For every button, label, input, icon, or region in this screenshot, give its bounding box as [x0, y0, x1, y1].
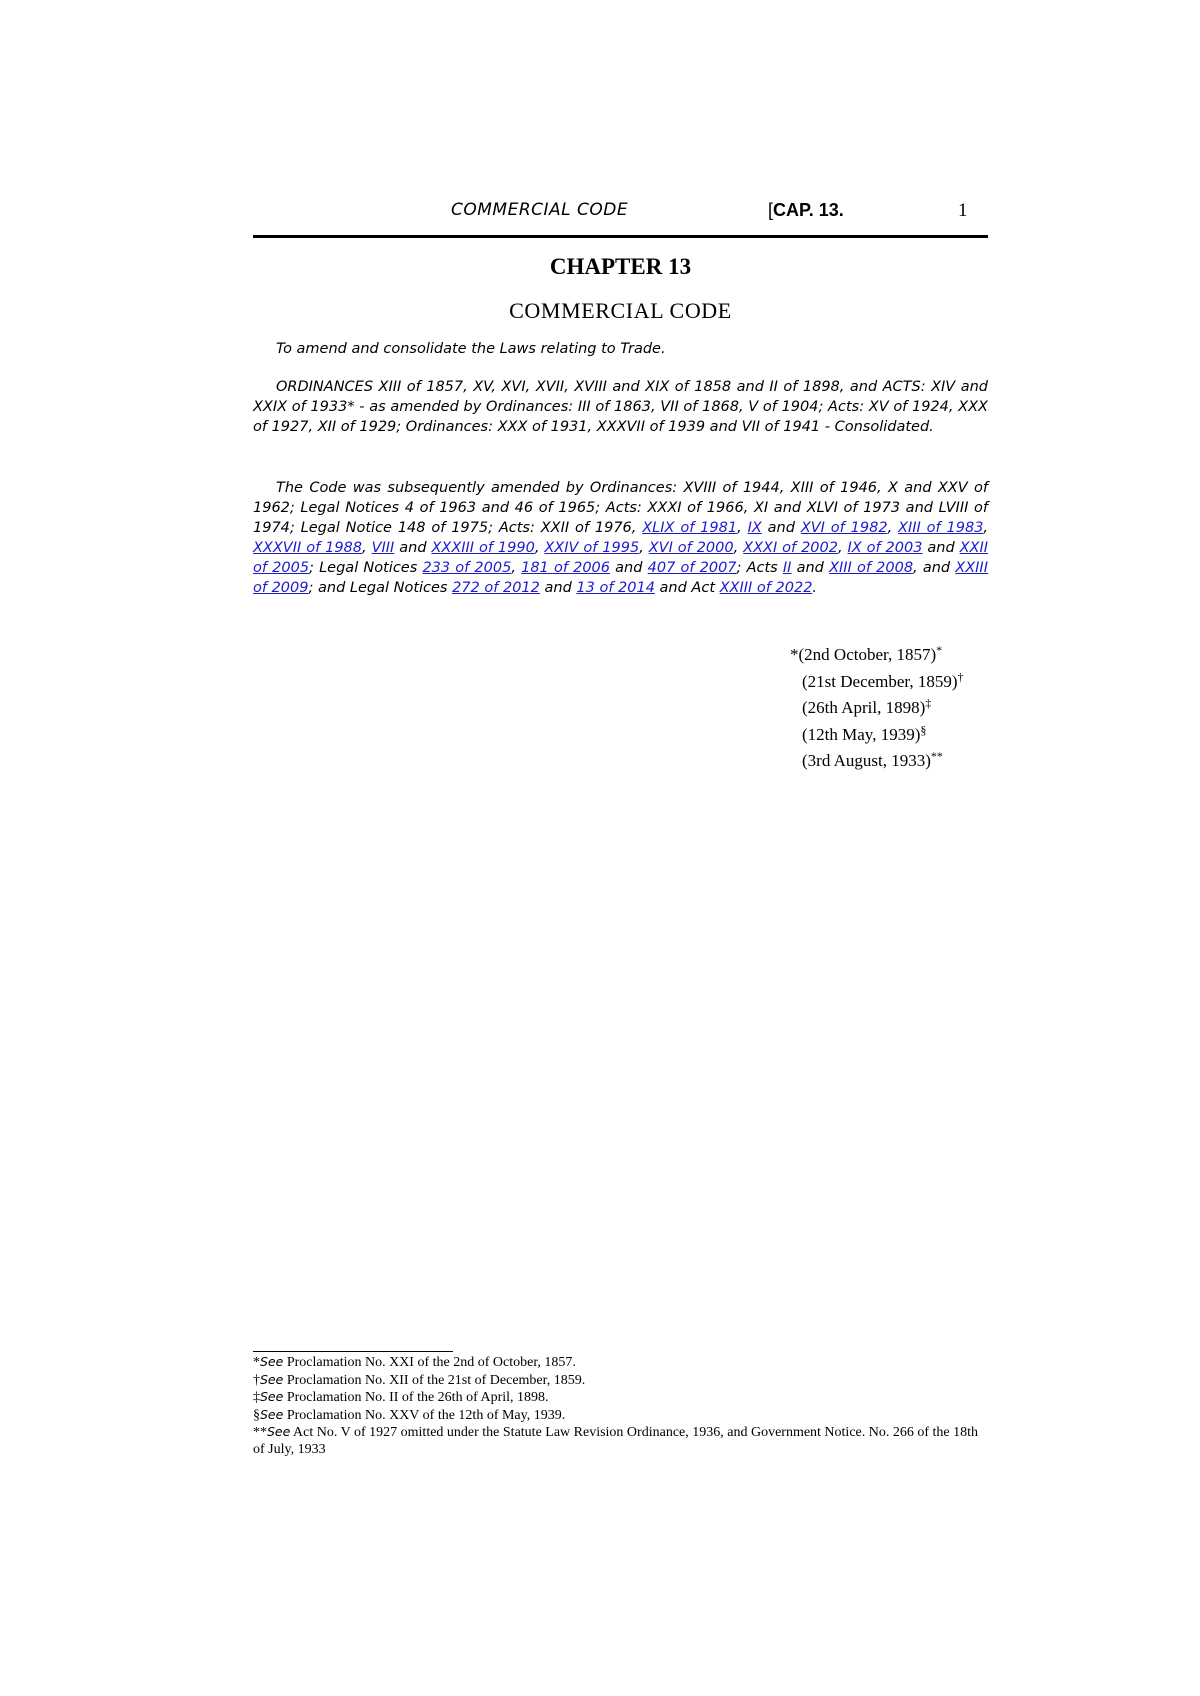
footnote-marker: ‡ — [253, 1390, 260, 1406]
footnote-see: See — [260, 1406, 284, 1422]
footnote — [253, 1354, 988, 1372]
amendment-link[interactable]: 13 of 2014 — [576, 580, 655, 596]
amendment-link[interactable]: XXXI of 2002 — [743, 540, 838, 556]
amendment-link[interactable]: XXII of 2005 — [253, 540, 989, 576]
amendment-link[interactable]: 407 of 2007 — [647, 560, 737, 576]
footnote — [253, 1389, 988, 1407]
amendment-text: and Act — [654, 580, 720, 596]
amendment-text: , — [534, 540, 545, 556]
footnote-mark: § — [920, 722, 927, 737]
date-row — [790, 695, 1010, 722]
amendment-text: , — [887, 520, 899, 536]
date-text: (2nd October, 1857) — [798, 645, 937, 664]
header-cap-bracket: [ — [768, 200, 774, 220]
amendment-link[interactable]: IX of 2003 — [847, 540, 923, 556]
footnote-mark: ** — [930, 749, 943, 763]
amendment-text: , — [362, 540, 372, 556]
chapter-heading: CHAPTER 13 — [549, 254, 692, 279]
amendment-link[interactable]: 272 of 2012 — [452, 580, 540, 596]
header-rule — [253, 235, 988, 238]
amendment-link[interactable]: XXXVII of 1988 — [253, 540, 363, 556]
running-header — [253, 196, 988, 224]
amendment-link[interactable]: XVI of 2000 — [648, 540, 734, 556]
amendments-paragraph — [253, 478, 988, 598]
amendment-link[interactable]: XIII of 2008 — [829, 560, 914, 576]
amendment-link[interactable]: XXXIII of 1990 — [431, 540, 535, 556]
amendment-text: and — [922, 540, 960, 556]
date-text: (26th April, 1898) — [802, 698, 926, 717]
header-cap — [768, 200, 844, 221]
footnote-text: Act No. V of 1927 omitted under the Statute Law Revision Ordinance, 1936, and Government Notice. No. 266 of the 18th of July, 1933 — [253, 1425, 979, 1457]
date-text: (21st December, 1859) — [802, 671, 958, 691]
amendment-text: and — [791, 560, 830, 576]
amendment-text: , and — [913, 560, 956, 576]
footnote-marker: † — [253, 1372, 260, 1388]
header-title: COMMERCIAL CODE — [451, 200, 629, 220]
footnote-see: See — [260, 1354, 284, 1369]
amendment-text: and — [394, 540, 432, 556]
footnote-mark: † — [957, 669, 964, 684]
page-number: 1 — [958, 200, 968, 221]
amendment-text: , — [511, 560, 522, 576]
commencement-dates — [790, 642, 1010, 775]
ordinances-paragraph: ORDINANCES XIII of 1857, XV, XVI, XVII, XVIII and XIX of 1858 and II of 1898, and ACTS: XIV and XXIX of 1933* - as amended by Ordinances: III of 1863, VII of 1868, V of 1904; Acts: XV of 1924, XXX of 1927, XII of 1929; Ordinances: XXX of 1931, XXXVII of 1939 and VII of 1941 - Consolidated. — [253, 379, 988, 435]
amendment-text: , — [837, 540, 848, 556]
date-row — [790, 669, 1010, 696]
footnote-text: Proclamation No. XXV of the 12th of May, 1939. — [283, 1407, 566, 1423]
header-cap-label: CAP. 13. — [773, 200, 844, 220]
amendment-link[interactable]: XXIII of 2022 — [719, 580, 813, 596]
footnote-see: See — [260, 1389, 284, 1405]
footnote-see: See — [267, 1424, 291, 1440]
date-row — [790, 748, 1010, 775]
amendment-text: and — [610, 560, 648, 576]
amendment-link[interactable]: IX — [747, 520, 762, 536]
footnote-see: See — [260, 1371, 284, 1387]
long-title-paragraph: To amend and consolidate the Laws relating to Trade. — [276, 341, 666, 357]
amendment-text: , — [733, 540, 744, 556]
amendment-link[interactable]: 233 of 2005 — [422, 560, 512, 576]
footnote-text: Proclamation No. II of the 26th of April, 1898. — [283, 1390, 549, 1406]
footnote-text: Proclamation No. XII of the 21st of December, 1859. — [283, 1372, 586, 1388]
amendment-text: , — [983, 520, 989, 536]
amendment-text: , — [737, 520, 748, 536]
date-row — [790, 642, 1010, 669]
footnote — [253, 1424, 988, 1458]
footnote-marker: § — [253, 1407, 260, 1423]
footnote-mark: ‡ — [925, 696, 932, 710]
date-text: (3rd August, 1933) — [802, 751, 931, 770]
amendment-text: . — [812, 580, 818, 596]
amendment-link[interactable]: XXIII of 2009 — [253, 560, 988, 596]
date-row — [790, 722, 1010, 749]
footnote — [253, 1372, 988, 1390]
code-title: COMMERCIAL CODE — [509, 298, 732, 323]
amendment-link[interactable]: XLIX of 1981 — [642, 520, 738, 536]
footnote-text: Proclamation No. XXI of the 2nd of October, 1857. — [283, 1355, 576, 1370]
amendment-link[interactable]: II — [782, 560, 792, 576]
amendment-link[interactable]: XXIV of 1995 — [544, 540, 640, 556]
amendment-text: and — [539, 580, 577, 596]
amendment-text: and — [761, 520, 801, 536]
amendment-link[interactable]: VIII — [371, 540, 395, 556]
footnote — [253, 1407, 988, 1425]
amendment-text: ; Acts — [736, 560, 783, 576]
amendment-link[interactable]: 181 of 2006 — [521, 560, 610, 576]
amendment-text: ; Legal Notices — [309, 560, 423, 576]
footnote-rule — [253, 1351, 453, 1352]
footnotes — [253, 1354, 988, 1459]
footnote-marker: * — [253, 1355, 260, 1370]
amendment-text: , — [639, 540, 649, 556]
footnote-mark: * — [936, 643, 943, 657]
date-text: (12th May, 1939) — [802, 724, 921, 744]
amendments-intro: The Code was subsequently amended by Ordinances: XVIII of 1944, XIII of 1946, X and XXV of 1962; Legal Notices 4 of 1963 and 46 of 1965; Acts: XXXI of 1966, XI and XLVI of 1973 and LVIII of 1974; Legal Notice 148 of 1975; Acts: XXII of 1976, — [253, 480, 988, 536]
footnote-marker: ** — [253, 1425, 267, 1441]
date-prefix: * — [790, 645, 799, 664]
amendment-text: ; and Legal Notices — [308, 580, 453, 596]
amendment-link[interactable]: XVI of 1982 — [800, 520, 888, 536]
amendment-link[interactable]: XIII of 1983 — [898, 520, 984, 536]
